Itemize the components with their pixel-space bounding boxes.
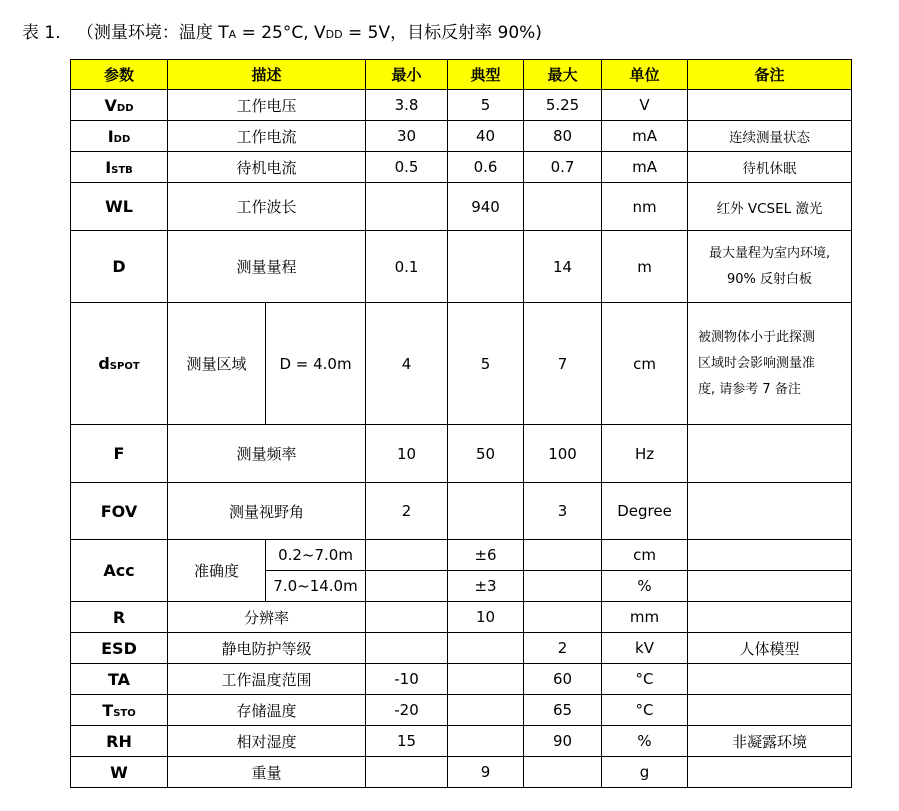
param-cell [71, 602, 168, 633]
caption-text-after: = 5V，目标反射率 90%) [342, 23, 542, 43]
param-subscript: DD [113, 133, 131, 145]
header-note: 备注 [688, 60, 852, 90]
typ-cell [448, 231, 524, 303]
note-cell [688, 602, 852, 633]
table-row [71, 726, 852, 757]
typ-cell [448, 726, 524, 757]
param-symbol: D [112, 257, 126, 276]
note-cell: 人体模型 [688, 633, 852, 664]
param-symbol: RH [106, 731, 132, 751]
desc-cell: 相对湿度 [168, 726, 366, 757]
unit-cell: Hz [602, 425, 688, 483]
caption-text-before: （测量环境：温度 T [76, 23, 229, 43]
min-cell [366, 757, 448, 788]
note-cell [688, 303, 852, 425]
min-cell [366, 571, 448, 602]
max-cell [524, 571, 602, 602]
max-cell: 80 [524, 121, 602, 152]
unit-cell: °C [602, 695, 688, 726]
unit-cell: mm [602, 602, 688, 633]
note-cell: 待机休眠 [688, 152, 852, 183]
unit-cell: % [602, 571, 688, 602]
note-cell [688, 231, 852, 303]
header-desc: 描述 [168, 60, 366, 90]
param-cell [71, 183, 168, 231]
param-cell [71, 695, 168, 726]
param-symbol: WL [105, 197, 133, 216]
param-symbol: TA [107, 669, 131, 689]
param-symbol: I [107, 126, 114, 146]
param-symbol: W [110, 762, 128, 782]
table-row [71, 231, 852, 303]
max-cell [524, 540, 602, 571]
table-row [71, 90, 852, 121]
unit-cell: kV [602, 633, 688, 664]
min-cell: 2 [366, 483, 448, 540]
desc-cell: 重量 [168, 757, 366, 788]
max-cell: 3 [524, 483, 602, 540]
max-cell: 2 [524, 633, 602, 664]
header-row [71, 60, 852, 90]
min-cell: 0.1 [366, 231, 448, 303]
min-cell: 0.5 [366, 152, 448, 183]
table-row [71, 152, 852, 183]
max-cell [524, 757, 602, 788]
param-cell [71, 664, 168, 695]
param-cell [71, 121, 168, 152]
min-cell [366, 602, 448, 633]
desc-cell: 待机电流 [168, 152, 366, 183]
table-row [71, 602, 852, 633]
max-cell: 7 [524, 303, 602, 425]
desc-cell: 工作波长 [168, 183, 366, 231]
unit-cell: nm [602, 183, 688, 231]
param-symbol: F [113, 444, 125, 463]
min-cell: 30 [366, 121, 448, 152]
note-cell [688, 695, 852, 726]
param-symbol: d [98, 354, 110, 373]
typ-cell: 0.6 [448, 152, 524, 183]
typ-cell: 5 [448, 303, 524, 425]
note-cell: 连续测量状态 [688, 121, 852, 152]
unit-cell: cm [602, 540, 688, 571]
typ-cell [448, 633, 524, 664]
max-cell: 60 [524, 664, 602, 695]
condition-cell: D = 4.0m [266, 303, 366, 425]
param-cell [71, 303, 168, 425]
max-cell [524, 183, 602, 231]
param-symbol: I [105, 157, 112, 177]
param-subscript: STB [111, 164, 133, 176]
desc-cell: 存储温度 [168, 695, 366, 726]
desc-cell: 分辨率 [168, 602, 366, 633]
max-cell: 5.25 [524, 90, 602, 121]
header-param: 参数 [71, 60, 168, 90]
max-cell: 0.7 [524, 152, 602, 183]
note-line: 区域时会影响测量准 [698, 355, 816, 371]
caption-text-mid: = 25°C, V [236, 23, 326, 43]
condition-cell: 0.2~7.0m [266, 540, 366, 571]
typ-cell [448, 664, 524, 695]
param-subscript: DD [116, 102, 134, 114]
min-cell [366, 633, 448, 664]
typ-cell [448, 695, 524, 726]
param-symbol: FOV [100, 501, 138, 521]
desc-cell: 静电防护等级 [168, 633, 366, 664]
typ-cell: ±6 [448, 540, 524, 571]
unit-cell: g [602, 757, 688, 788]
unit-cell: % [602, 726, 688, 757]
note-line: 被测物体小于此探测 [698, 329, 816, 345]
min-cell: -10 [366, 664, 448, 695]
min-cell: 15 [366, 726, 448, 757]
param-symbol: V [104, 95, 117, 115]
table-row [71, 757, 852, 788]
min-cell: 10 [366, 425, 448, 483]
table-row [71, 633, 852, 664]
table-row [71, 664, 852, 695]
min-cell: -20 [366, 695, 448, 726]
note-cell [688, 571, 852, 602]
max-cell: 90 [524, 726, 602, 757]
caption-label: 表 1. [22, 23, 61, 43]
note-cell [688, 540, 852, 571]
param-cell [71, 90, 168, 121]
table-row [71, 540, 852, 571]
param-cell [71, 726, 168, 757]
table-row [71, 303, 852, 425]
unit-cell: mA [602, 152, 688, 183]
param-cell [71, 152, 168, 183]
desc-cell: 测量频率 [168, 425, 366, 483]
param-cell [71, 425, 168, 483]
caption-sub-dd: DD [325, 28, 343, 41]
min-cell: 3.8 [366, 90, 448, 121]
note-cell: 红外 VCSEL 激光 [688, 183, 852, 231]
note-line: 最大量程为室内环境, [708, 245, 831, 261]
typ-cell [448, 483, 524, 540]
table-row [71, 483, 852, 540]
table-caption [22, 18, 542, 43]
min-cell: 4 [366, 303, 448, 425]
desc-cell: 工作电压 [168, 90, 366, 121]
typ-cell: 9 [448, 757, 524, 788]
typ-cell: 940 [448, 183, 524, 231]
min-cell [366, 183, 448, 231]
desc-cell: 工作温度范围 [168, 664, 366, 695]
unit-cell: Degree [602, 483, 688, 540]
max-cell [524, 602, 602, 633]
note-cell [688, 757, 852, 788]
typ-cell: 40 [448, 121, 524, 152]
param-cell [71, 483, 168, 540]
param-symbol: R [112, 607, 126, 627]
header-unit: 单位 [602, 60, 688, 90]
note-cell [688, 483, 852, 540]
unit-cell: m [602, 231, 688, 303]
param-cell [71, 757, 168, 788]
unit-cell: mA [602, 121, 688, 152]
min-cell [366, 540, 448, 571]
param-subscript: STO [113, 707, 136, 719]
note-cell [688, 425, 852, 483]
spec-table [70, 59, 852, 788]
param-cell [71, 540, 168, 602]
desc-cell: 准确度 [168, 540, 266, 602]
caption-sub-a: A [228, 28, 237, 41]
table-row [71, 121, 852, 152]
table-row [71, 695, 852, 726]
max-cell: 100 [524, 425, 602, 483]
unit-cell: cm [602, 303, 688, 425]
table-row [71, 183, 852, 231]
param-cell [71, 633, 168, 664]
param-symbol: T [102, 700, 114, 720]
param-symbol: Acc [103, 561, 135, 580]
param-symbol: ESD [101, 638, 137, 658]
unit-cell: °C [602, 664, 688, 695]
desc-cell: 测量区域 [168, 303, 266, 425]
desc-cell: 测量量程 [168, 231, 366, 303]
note-line: 度, 请参考 7 备注 [698, 381, 801, 397]
condition-cell: 7.0~14.0m [266, 571, 366, 602]
max-cell: 14 [524, 231, 602, 303]
typ-cell: 10 [448, 602, 524, 633]
typ-cell: 50 [448, 425, 524, 483]
max-cell: 65 [524, 695, 602, 726]
header-min: 最小 [366, 60, 448, 90]
table-row [71, 425, 852, 483]
header-max: 最大 [524, 60, 602, 90]
desc-cell: 测量视野角 [168, 483, 366, 540]
unit-cell: V [602, 90, 688, 121]
note-cell [688, 664, 852, 695]
header-typ: 典型 [448, 60, 524, 90]
note-cell [688, 90, 852, 121]
typ-cell: ±3 [448, 571, 524, 602]
param-cell [71, 231, 168, 303]
note-line: 90% 反射白板 [727, 271, 813, 287]
desc-cell: 工作电流 [168, 121, 366, 152]
param-subscript: SPOT [109, 361, 140, 372]
note-cell: 非凝露环境 [688, 726, 852, 757]
typ-cell: 5 [448, 90, 524, 121]
